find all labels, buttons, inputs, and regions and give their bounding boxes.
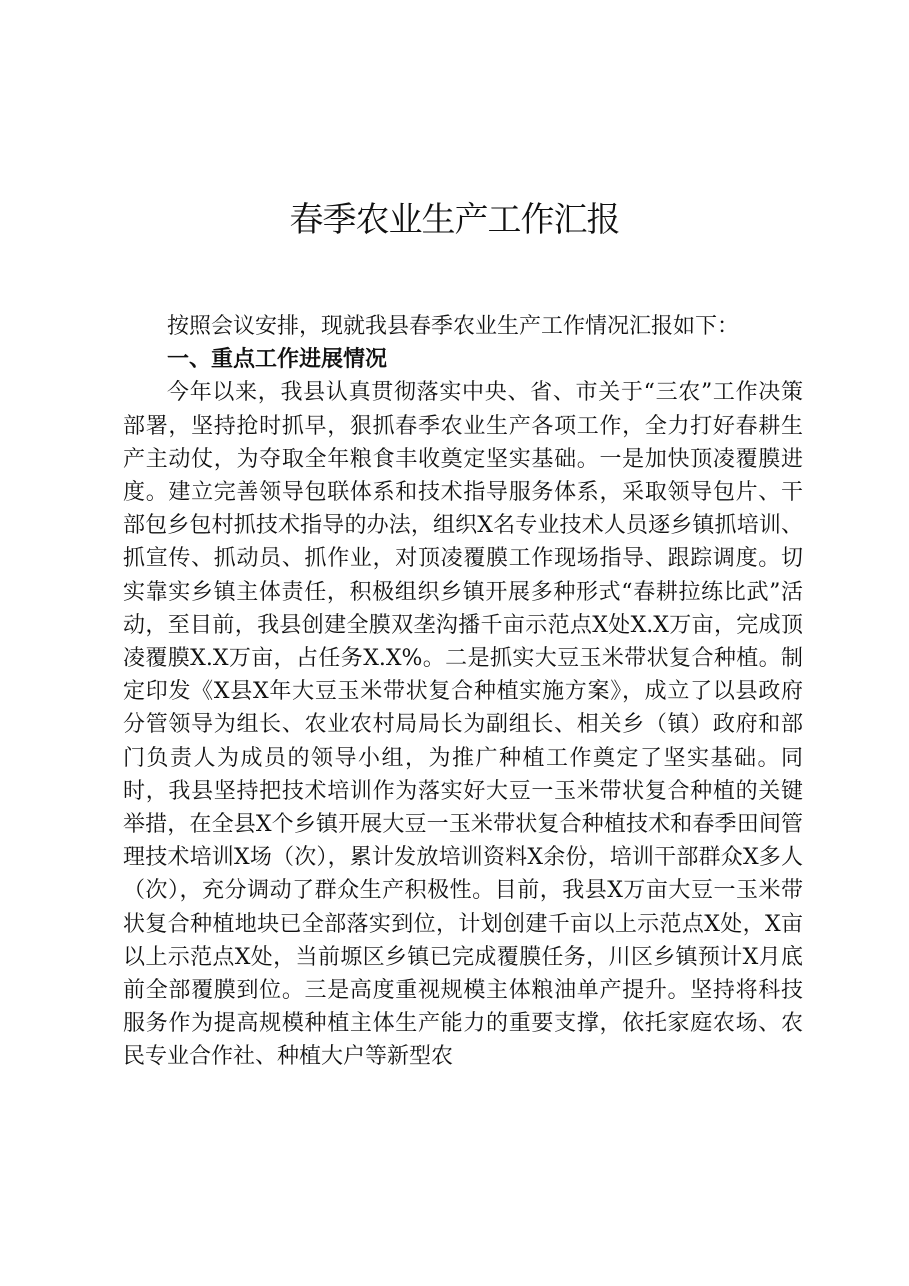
section-heading: 一、重点工作进展情况 <box>167 347 388 373</box>
intro-paragraph: 按照会议安排，现就我县春季农业生产工作情况汇报如下： <box>167 314 740 339</box>
body-paragraph: 今年以来，我县认真贯彻落实中央、省、市关于“三农”工作决策部署，坚持抢时抓早，狠抓春季农业生产各项工作，全力打好春耕生产主动仗，为夺取全年粮食丰收奠定坚实基础。一是加快顶凌覆膜进度。建立完善领导包联体系和技术指导服务体系，采取领导包片、干部包乡包村抓技术指导的办法，组织X名专业技术人员逐乡镇抓培训、抓宣传、抓动员、抓作业，对顶凌覆膜工作现场指导、跟踪调度。切实靠实乡镇主体责任，积极组织乡镇开展多种形式“春耕拉练比武”活动，至目前，我县创建全膜双垄沟播千亩示范点X处X.X万亩，完成顶凌覆膜X.X万亩，占任务X.X%。二是抓实大豆玉米带状复合种植。制定印发《X县X年大豆玉米带状复合种植实施方案》，成立了以县政府分管领导为组长、农业农村局局长为副组长、相关乡（镇）政府和部门负责人为成员的领导小组，为推广种植工作奠定了坚实基础。同时，我县坚持把技术培训作为落实好大豆一玉米带状复合种植的关键举措，在全县X个乡镇开展大豆一玉米带状复合种植技术和春季田间管理技术培训X场（次），累计发放培训资料X余份，培训干部群众X多人（次），充分调动了群众生产积极性。目前，我县X万亩大豆一玉米带状复合种植地块已全部落实到位，计划创建千亩以上示范点X处，X亩以上示范点X处，当前塬区乡镇已完成覆膜任务，川区乡镇预计X月底前全部覆膜到位。三是高度重视规模主体粮油单产提升。坚持将科技服务作为提高规模种植主体生产能力的重要支撑，依托家庭农场、农民专业合作社、种植大户等新型农 <box>123 380 803 1070</box>
document-body <box>123 310 803 1074</box>
document-title: 春季农业生产工作汇报 <box>289 200 620 240</box>
